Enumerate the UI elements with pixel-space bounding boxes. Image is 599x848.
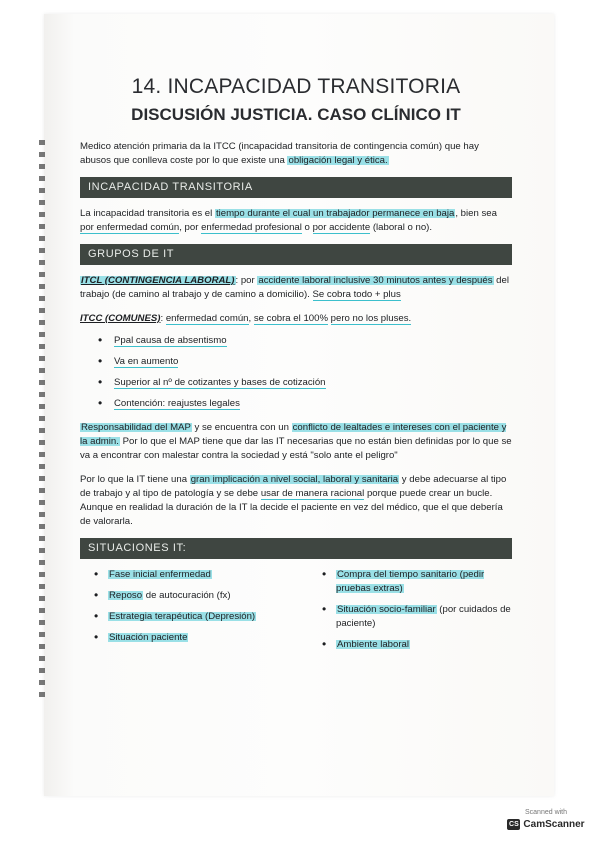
intro-paragraph [80, 140, 512, 168]
list-item [322, 603, 512, 631]
underline-manera-racional: usar de manera racional [260, 488, 365, 499]
list-item [94, 589, 308, 603]
list-item [94, 568, 308, 582]
situaciones-left-list [80, 568, 308, 659]
responsabilidad-paragraph [80, 421, 512, 463]
text-run: de autocuración (fx) [143, 590, 231, 601]
itcc-paragraph [80, 312, 512, 326]
scanned-with-label: Scanned with [524, 809, 568, 816]
highlighted-text: Fase inicial enfermedad [109, 569, 211, 580]
underline-se-cobra-todo: Se cobra todo + plus [312, 289, 401, 300]
list-item [94, 610, 308, 624]
situaciones-right-list [308, 568, 512, 659]
list-item [98, 376, 512, 390]
text-run: : [160, 313, 166, 324]
page-title: 14. INCAPACIDAD TRANSITORIA [131, 75, 461, 98]
section-heading-situaciones: SITUACIONES IT: [80, 538, 512, 559]
underline-enfermedad-comun: por enfermedad común [80, 222, 180, 233]
camscanner-watermark [503, 808, 589, 830]
camscanner-logo [503, 819, 589, 830]
list-item [98, 397, 512, 411]
text-run: y se encuentra con un [191, 422, 292, 433]
text-run: , bien sea [455, 208, 497, 219]
text-run: La incapacidad transitoria es el [80, 208, 215, 219]
incapacidad-definition [80, 207, 512, 235]
underline-se-cobra-100: se cobra el 100% [253, 313, 328, 324]
text-run: , por [179, 222, 202, 233]
text-run: y debe adecuarse al tipo de trabajo y al tipo de patología y se debe [80, 474, 507, 499]
binding-holes [39, 140, 45, 700]
highlight-responsabilidad: Responsabilidad del MAP [81, 422, 191, 433]
text-run: Por lo que la IT tiene una [80, 474, 190, 485]
section-heading-incapacidad: INCAPACIDAD TRANSITORIA [80, 177, 512, 198]
text-run: Por lo que el MAP tiene que dar las IT necesarias que no están bien definidas por lo que se va a encontrar con malestar contra la sociedad y está "solo ante el peligro" [80, 436, 512, 461]
highlight-obligacion: obligación legal y ética. [288, 155, 388, 166]
highlight-tiempo-baja: tiempo durante el cual un trabajador permanece en baja [215, 208, 455, 219]
itcl-paragraph [80, 274, 512, 302]
intro-text: Medico atención primaria da la ITCC (incapacidad transitoria de contingencia común) que hay abusos que conlleva coste por lo que existe una [80, 141, 479, 166]
document-content [80, 74, 512, 659]
highlight-accidente-laboral: accidente laboral inclusive 30 minutos antes y después [258, 275, 493, 286]
list-item [94, 631, 308, 645]
text-run: (laboral o no). [370, 222, 433, 233]
list-item [98, 334, 512, 348]
text-run: , [248, 313, 254, 324]
highlighted-text: Situación paciente [109, 632, 188, 643]
text-run: (por cuidados de paciente) [336, 604, 511, 629]
situaciones-columns [80, 568, 512, 659]
highlighted-text: Compra del tiempo sanitario (pedir pruebas extras) [336, 569, 485, 594]
highlighted-text: Situación socio-familiar [337, 604, 436, 615]
highlight-conflicto: conflicto de lealtades e intereses con el paciente y la admin. [80, 422, 507, 447]
list-item [98, 355, 512, 369]
highlighted-text: Reposo [109, 590, 143, 601]
bullet-text: Contención: reajustes legales [114, 398, 240, 409]
underline-enfermedad-comun-itcc: enfermedad común [165, 313, 249, 324]
highlighted-text: Estrategia terapéutica (Depresión) [109, 611, 256, 622]
bullet-text: Va en aumento [114, 356, 179, 367]
implicacion-paragraph [80, 473, 512, 529]
text-run: del trabajo (de camino al trabajo y de camino a domicilio). [80, 275, 509, 300]
page-subtitle: DISCUSIÓN JUSTICIA. CASO CLÍNICO IT [131, 105, 461, 124]
text-run: porque puede crear un bucle. Aunque en realidad la duración de la IT la decide el paciente en vez del médico, que el que debería de valorarla. [80, 488, 503, 527]
itcc-label: ITCC (COMUNES) [80, 313, 161, 324]
highlighted-text: Ambiente laboral [337, 639, 409, 650]
text-run: o [301, 222, 313, 233]
list-item [322, 638, 512, 652]
bullet-text: Ppal causa de absentismo [114, 335, 227, 346]
itcc-bullet-list [98, 334, 512, 411]
camscanner-brand: CamScanner [523, 819, 585, 830]
bullet-text: Superior al nº de cotizantes y bases de cotización [114, 377, 326, 388]
list-item [322, 568, 512, 596]
underline-pero-no-pluses: pero no los pluses. [330, 313, 412, 324]
underline-enfermedad-profesional: enfermedad profesional [201, 222, 302, 233]
highlight-implicacion: gran implicación a nivel social, laboral y sanitaria [190, 474, 399, 485]
section-heading-grupos: GRUPOS DE IT [80, 244, 512, 265]
itcl-label: ITCL (CONTINGENCIA LABORAL) [81, 275, 235, 286]
text-run: : por [235, 275, 258, 286]
camscanner-icon: CS [509, 821, 519, 828]
underline-por-accidente: por accidente [312, 222, 371, 233]
